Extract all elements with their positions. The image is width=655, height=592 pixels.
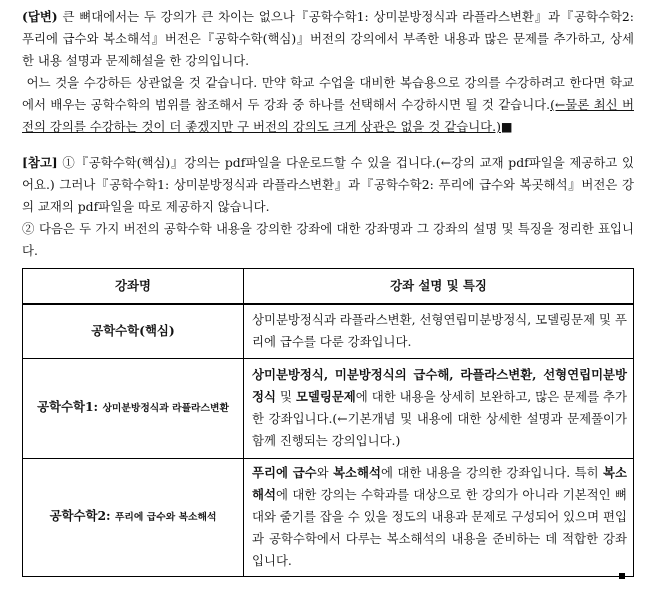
- answer-text-2: 어느 것을 수강하든 상관없을 것 같습니다. 만약 학교 수업을 대비한 복습용으로 강의를 수강하려고 한다면 학교에서 배우는 공학수학의 범위를 참조해서 두 강좌 중 하나를 선택해서 수강하시면 될 것 같습니다.: [22, 75, 634, 112]
- desc-text: 에 대한 내용을 강의한 강좌입니다. 특히: [380, 465, 604, 480]
- header-course-desc: 강좌 설명 및 특징: [244, 269, 634, 305]
- course-name-cell: [23, 304, 244, 358]
- note-label: [참고]: [22, 155, 58, 170]
- table-header-row: [23, 269, 634, 305]
- document-body: [22, 6, 634, 577]
- desc-bold: 복소해석: [333, 465, 381, 480]
- course-name: 공학수학2:: [49, 508, 111, 523]
- answer-end-mark: ■: [500, 119, 513, 134]
- desc-bold: 모델링문제: [295, 389, 356, 404]
- table-row: [23, 304, 634, 358]
- answer-note-underlined: (←물론 최신 버전의 강의를 수강하는 것이 더 좋겠지만 구 버전의 강의도 크게 상관은 없을 것 같습니다.): [22, 97, 634, 134]
- note-paragraph-2: [22, 218, 634, 262]
- answer-label: (답변): [22, 9, 58, 24]
- header-course-name: 강좌명: [23, 269, 244, 305]
- desc-text: 에 대한 내용을 상세히 보완하고, 많은 문제를 추가한 강좌입니다.(←기본개념 및 내용에 대한 상세한 설명과 문제풀이가 함께 진행되는 강의입니다.): [252, 389, 627, 448]
- desc-text: 에 대한 강의는 수학과를 대상으로 한 강의가 아니라 기본적인 뼈대와 줄기를 잡을 수 있을 정도의 내용과 문제로 구성되어 있으며 편입과 공학수학에서 다루는 복소해석의 내용을 준비하는 데 적합한 강좌입니다.: [252, 487, 627, 568]
- course-name-cell: [23, 458, 244, 576]
- course-desc-cell: 상미분방정식과 라플라스변환, 선형연립미분방정식, 모델링문제 및 푸리에 급수를 다룬 강좌입니다.: [244, 304, 634, 358]
- course-name-cell: [23, 358, 244, 458]
- course-desc-cell: [244, 358, 634, 458]
- course-desc-cell: [244, 458, 634, 576]
- desc-text: 와: [316, 465, 334, 480]
- course-name: 공학수학1:: [37, 399, 99, 414]
- table-row: [23, 458, 634, 576]
- answer-paragraph-1: [22, 6, 634, 72]
- end-mark: [619, 573, 625, 579]
- desc-bold: 상미분방정식, 미분방정식의 급수해, 라플라스변환, 선형연립미분방정식: [252, 367, 627, 404]
- note-text-2: ② 다음은 두 가지 버전의 공학수학 내용을 강의한 강좌에 대한 강좌명과 그 강좌의 설명 및 특징을 정리한 표입니다.: [22, 221, 634, 258]
- answer-text-1: 큰 뼈대에서는 두 강의가 큰 차이는 없으나『공학수학1: 상미분방정식과 라플라스변환』과『공학수학2: 푸리에 급수와 복소해석』버전은『공학수학(핵심)』버전의 강의에서 부족한 내용과 많은 문제를 추가하고, 상세한 내용 설명과 문제해설을 한 강의입니다.: [22, 9, 634, 68]
- desc-bold: 복소해석: [252, 465, 627, 502]
- table-row: [23, 358, 634, 458]
- desc-text: 및: [275, 389, 296, 404]
- note-text-1: ①『공학수학(핵심)』강의는 pdf파일을 다운로드할 수 있을 겁니다.(←강의 교재 pdf파일을 제공하고 있어요.) 그러나『공학수학1: 상미분방정식과 라플라스변환』과『공학수학2: 푸리에 급수와 복곳해석』버전은 강의 교재의 pdf파일을 따로 제공하지 않습니다.: [22, 155, 634, 214]
- course-name: 공학수학(핵심): [91, 323, 175, 339]
- course-table: [22, 268, 634, 577]
- desc-bold: 푸리에 급수: [252, 465, 317, 480]
- course-name-sub: 푸리에 급수와 복소해석: [114, 512, 217, 523]
- note-paragraph-1: [22, 152, 634, 218]
- answer-paragraph-2: [22, 72, 634, 138]
- course-name-sub: 상미분방정식과 라플라스변환: [102, 403, 229, 414]
